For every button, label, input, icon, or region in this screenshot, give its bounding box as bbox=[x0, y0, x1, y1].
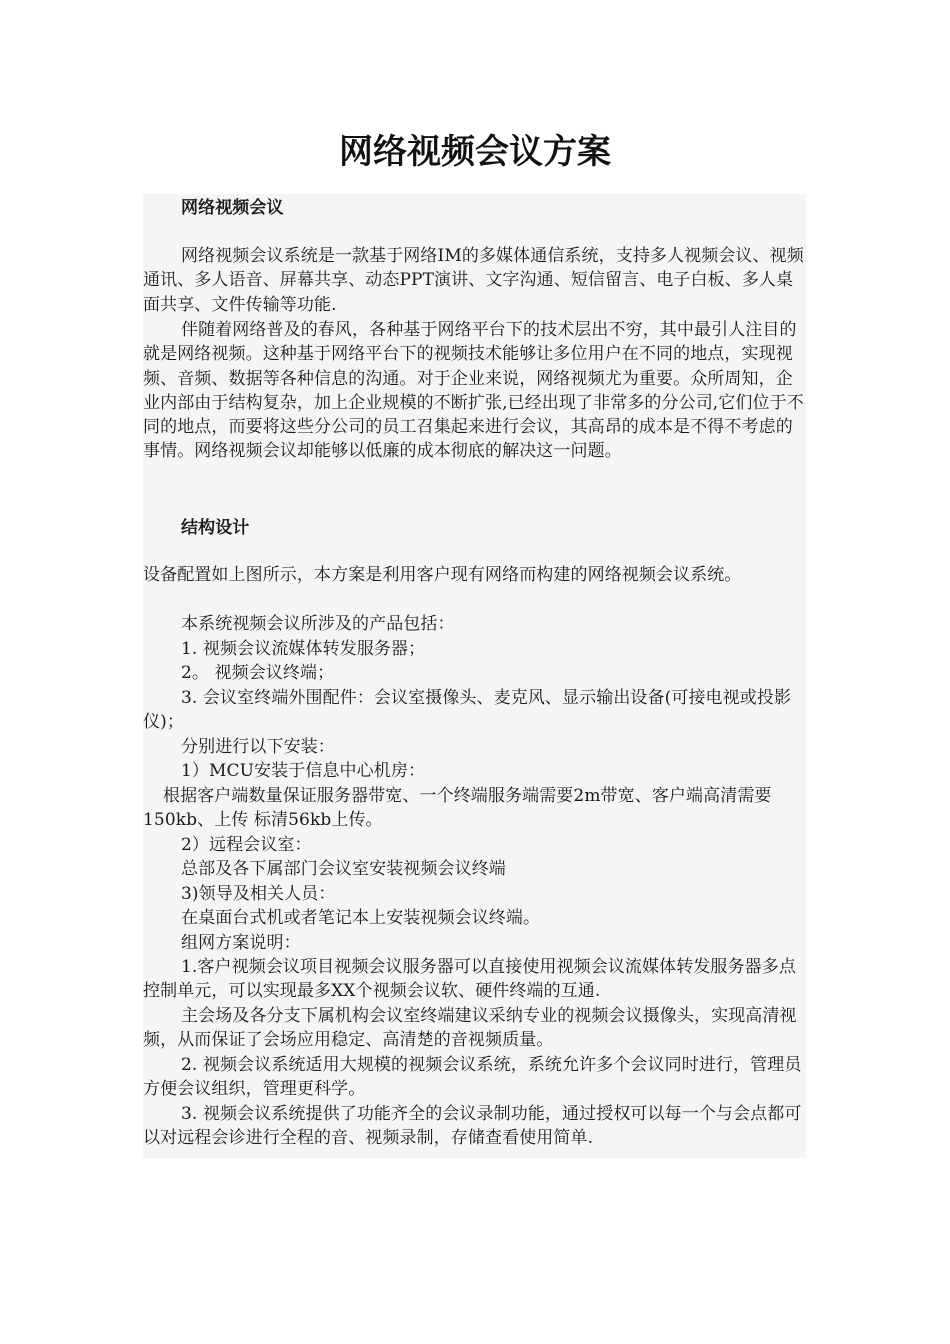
paragraph: 主会场及各分支下属机构会议室终端建议采纳专业的视频会议摄像头，实现高清视频，从而保证了会场应用稳定、高清楚的音视频质量。 bbox=[143, 1006, 797, 1051]
paragraph: 伴随着网络普及的春风，各种基于网络平台下的技术层出不穷，其中最引人注目的就是网络视频。这种基于网络平台下的视频技术能够让多位用户在不同的地点，实现视频、音频、数据等各种信息的沟通。对于企业来说，网络视频尤为重要。众所周知，企业内部由于结构复杂，加上企业规模的不断扩张,已经出现了非常多的分公司,它们位于不同的地点，而要将这些分公司的员工召集起来进行会议，其高昂的成本是不得不考虑的事情。网络视频会议却能够以低廉的成本彻底的解决这一问题。 bbox=[143, 320, 804, 462]
list-item: 2）远程会议室： bbox=[181, 835, 312, 855]
list-item: 3. 会议室终端外围配件：会议室摄像头、麦克风、显示输出设备(可接电视或投影仪)； bbox=[143, 688, 792, 733]
paragraph: 设备配置如上图所示，本方案是利用客户现有网络而构建的网络视频会议系统。 bbox=[143, 565, 742, 585]
paragraph: 在桌面台式机或者笔记本上安装视频会议终端。 bbox=[181, 908, 541, 928]
paragraph: 根据客户端数量保证服务器带宽、一个终端服务端需要2m带宽、客户端高清需要150kb、上传 标清56kb上传。 bbox=[143, 786, 772, 831]
section-heading: 结构设计 bbox=[181, 518, 250, 538]
list-item: 1. 视频会议流媒体转发服务器； bbox=[181, 639, 426, 659]
list-item: 1.客户视频会议项目视频会议服务器可以直接使用视频会议流媒体转发服务器多点控制单元，可以实现最多XX个视频会议软、硬件终端的互通. bbox=[143, 957, 796, 1002]
paragraph: 分别进行以下安装： bbox=[181, 737, 335, 757]
paragraph: 组网方案说明： bbox=[181, 933, 301, 953]
paragraph: 网络视频会议系统是一款基于网络IM的多媒体通信系统，支持多人视频会议、视频通讯、多人语音、屏幕共享、动态PPT演讲、文字沟通、短信留言、电子白板、多人桌面共享、文件传输等功能. bbox=[143, 246, 804, 315]
paragraph: 本系统视频会议所涉及的产品包括： bbox=[181, 614, 455, 634]
list-item: 3. 视频会议系统提供了功能齐全的会议录制功能，通过授权可以每一个与会点都可以对远程会诊进行全程的音、视频录制，存储查看使用简单. bbox=[143, 1104, 802, 1149]
page-title: 网络视频会议方案 bbox=[339, 132, 611, 172]
list-item: 3)领导及相关人员： bbox=[181, 884, 336, 904]
list-item: 2. 视频会议系统适用大规模的视频会议系统，系统允许多个会议同时进行，管理员方便会议组织，管理更科学。 bbox=[143, 1055, 802, 1100]
section-heading: 网络视频会议 bbox=[181, 198, 284, 218]
paragraph: 总部及各下属部门会议室安装视频会议终端 bbox=[181, 859, 506, 879]
list-item: 1）MCU安装于信息中心机房： bbox=[181, 761, 426, 781]
list-item: 2。 视频会议终端； bbox=[181, 663, 335, 683]
document-body bbox=[143, 194, 806, 1158]
